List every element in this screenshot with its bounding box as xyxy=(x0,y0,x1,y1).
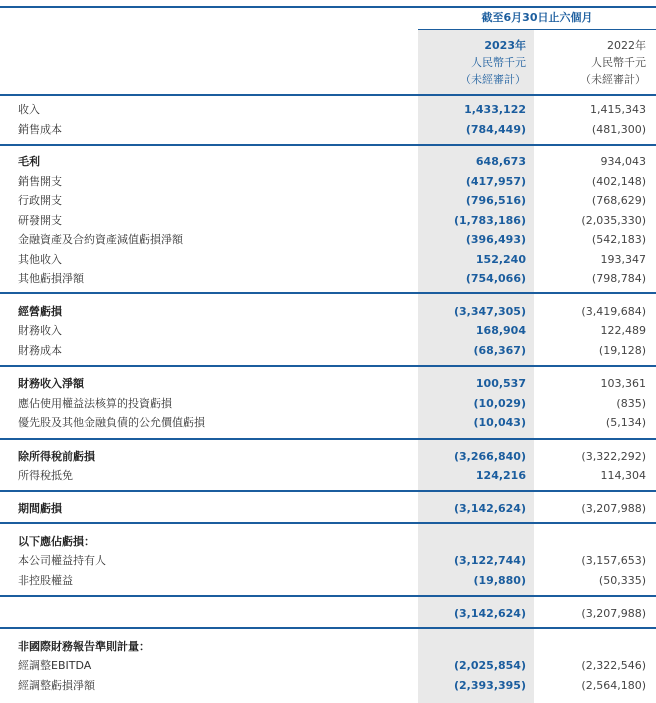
value-2022: (835) xyxy=(616,397,646,410)
value-2022: 934,043 xyxy=(600,155,646,168)
value-2022: 1,415,343 xyxy=(590,103,646,116)
row-label: 銷售成本 xyxy=(18,123,62,136)
value-2023: (3,142,624) xyxy=(454,502,526,515)
table-row-loss-before-tax xyxy=(0,447,656,466)
row-label: 非國際財務報告準則計量： xyxy=(18,640,150,653)
section-divider xyxy=(0,595,656,597)
value-2022: (2,035,330) xyxy=(581,214,646,227)
year-2022: 2022年 xyxy=(607,39,646,52)
value-2022: (2,322,546) xyxy=(581,659,646,672)
table-row-rd-expenses xyxy=(0,211,656,230)
value-2022: (50,335) xyxy=(598,574,646,587)
value-2022: (3,207,988) xyxy=(581,607,646,620)
row-label: 非控股權益 xyxy=(18,574,73,587)
row-label: 經調整EBITDA xyxy=(18,659,92,672)
row-label: 行政開支 xyxy=(18,194,62,207)
value-2023: 168,904 xyxy=(475,324,526,337)
table-row-attributable-total xyxy=(0,604,656,623)
value-2023: 152,240 xyxy=(475,253,526,266)
value-2022: (798,784) xyxy=(591,272,646,285)
section-divider xyxy=(0,522,656,524)
row-label: 財務成本 xyxy=(18,344,62,357)
table-row-loss-attributable-heading xyxy=(0,532,656,551)
value-2023: 100,537 xyxy=(475,377,526,390)
value-2023: 124,216 xyxy=(475,469,526,482)
table-row-fair-value-losses xyxy=(0,413,656,432)
value-2023: (19,880) xyxy=(473,574,526,587)
value-2022: 193,347 xyxy=(600,253,646,266)
row-label: 所得稅抵免 xyxy=(18,469,73,482)
value-2022: (3,322,292) xyxy=(581,450,646,463)
value-2023: (68,367) xyxy=(473,344,526,357)
row-label: 財務收入淨額 xyxy=(18,377,84,390)
section-divider xyxy=(0,490,656,492)
table-row-other-income xyxy=(0,250,656,269)
row-label: 其他虧損淨額 xyxy=(18,272,84,285)
year-2023: 2023年 xyxy=(484,39,526,52)
value-2023: (396,493) xyxy=(465,233,526,246)
table-row-equity-method-losses xyxy=(0,394,656,413)
unit-2022: 人民幣千元 xyxy=(591,56,646,69)
value-2022: (3,157,653) xyxy=(581,554,646,567)
table-row-income-tax-credit xyxy=(0,466,656,485)
table-row-revenue xyxy=(0,100,656,119)
value-2022: 122,489 xyxy=(600,324,646,337)
column-header-2023 xyxy=(418,37,526,88)
section-divider xyxy=(0,292,656,294)
table-row-operating-loss xyxy=(0,302,656,321)
table-row-equity-holders xyxy=(0,551,656,570)
value-2022: 114,304 xyxy=(600,469,646,482)
value-2023: 1,433,122 xyxy=(464,103,526,116)
table-row-admin-expenses xyxy=(0,191,656,210)
row-label: 本公司權益持有人 xyxy=(18,554,106,567)
value-2023: (754,066) xyxy=(465,272,526,285)
value-2023: 648,673 xyxy=(475,155,526,168)
value-2023: (3,142,624) xyxy=(454,607,526,620)
value-2022: (3,207,988) xyxy=(581,502,646,515)
value-2022: (768,629) xyxy=(591,194,646,207)
row-label: 經調整虧損淨額 xyxy=(18,679,95,692)
period-header: 截至6月30日止六個月 xyxy=(481,11,593,24)
table-row-non-ifrs-heading xyxy=(0,637,656,656)
table-row-gross-profit xyxy=(0,152,656,171)
value-2023: (3,347,305) xyxy=(454,305,526,318)
value-2022: (481,300) xyxy=(591,123,646,136)
table-row-selling-expenses xyxy=(0,172,656,191)
value-2022: (402,148) xyxy=(591,175,646,188)
row-label: 財務收入 xyxy=(18,324,62,337)
row-label: 應佔使用權益法核算的投資虧損 xyxy=(18,397,172,410)
section-divider xyxy=(0,365,656,367)
value-2022: 103,361 xyxy=(600,377,646,390)
section-divider xyxy=(0,94,656,96)
value-2022: (5,134) xyxy=(605,416,646,429)
value-2023: (2,393,395) xyxy=(454,679,526,692)
row-label: 其他收入 xyxy=(18,253,62,266)
section-divider xyxy=(0,144,656,146)
table-row-impairment-losses xyxy=(0,230,656,249)
column-header-2022 xyxy=(534,37,646,88)
row-label: 除所得稅前虧損 xyxy=(18,450,95,463)
row-label: 以下應佔虧損： xyxy=(18,535,95,548)
value-2022: (2,564,180) xyxy=(581,679,646,692)
value-2022: (19,128) xyxy=(598,344,646,357)
table-row-finance-income xyxy=(0,321,656,340)
audit-note-2023: （未經審計） xyxy=(460,73,526,86)
top-rule xyxy=(0,6,656,8)
value-2022: (3,419,684) xyxy=(581,305,646,318)
value-2023: (784,449) xyxy=(465,123,526,136)
audit-note-2022: （未經審計） xyxy=(580,73,646,86)
value-2023: (3,122,744) xyxy=(454,554,526,567)
row-label: 經營虧損 xyxy=(18,305,62,318)
section-divider xyxy=(0,438,656,440)
row-label: 研發開支 xyxy=(18,214,62,227)
row-label: 收入 xyxy=(18,103,40,116)
period-underline xyxy=(418,29,656,30)
value-2023: (10,029) xyxy=(473,397,526,410)
table-row-other-losses xyxy=(0,269,656,288)
unit-2023: 人民幣千元 xyxy=(471,56,526,69)
value-2023: (417,957) xyxy=(465,175,526,188)
row-label: 優先股及其他金融負債的公允價值虧損 xyxy=(18,416,205,429)
row-label: 期間虧損 xyxy=(18,502,62,515)
value-2022: (542,183) xyxy=(591,233,646,246)
table-row-loss-for-period xyxy=(0,499,656,518)
table-row-non-controlling-interests xyxy=(0,571,656,590)
value-2023: (10,043) xyxy=(473,416,526,429)
value-2023: (3,266,840) xyxy=(454,450,526,463)
value-2023: (2,025,854) xyxy=(454,659,526,672)
section-divider xyxy=(0,627,656,629)
table-row-cost-of-sales xyxy=(0,120,656,139)
row-label: 金融資產及合約資產減值虧損淨額 xyxy=(18,233,183,246)
table-row-adjusted-net-loss xyxy=(0,676,656,695)
table-row-finance-costs xyxy=(0,341,656,360)
row-label: 毛利 xyxy=(18,155,40,168)
value-2023: (796,516) xyxy=(465,194,526,207)
row-label: 銷售開支 xyxy=(18,175,62,188)
table-row-net-finance-income xyxy=(0,374,656,393)
table-row-adjusted-ebitda xyxy=(0,656,656,675)
value-2023: (1,783,186) xyxy=(454,214,526,227)
